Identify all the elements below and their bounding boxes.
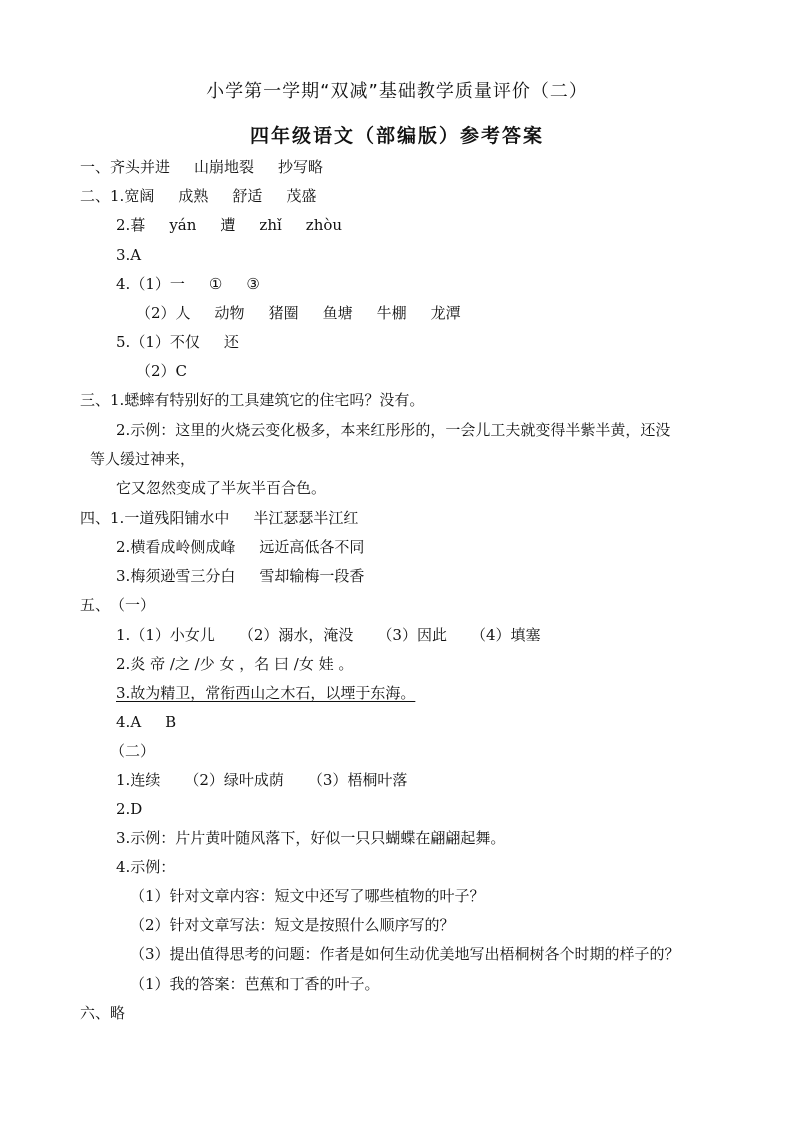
section-2-q2 [116,215,342,235]
section-5-p2-q4-1: （1）针对文章内容：短文中还写了哪些植物的叶子？ [130,887,485,905]
question-number: 3. [116,567,131,585]
section-2-q5-1 [116,332,239,352]
answer: （1）小女儿 [130,626,215,644]
question-number: 5. [116,333,131,351]
section-4-q1 [80,508,358,528]
section-3-q2-cont: 等人缓过神来， [90,450,196,468]
answer: zhǐ [259,216,282,234]
section-2-q4-1 [116,274,260,294]
section-5-p2-q4-3: （3）提出值得思考的问题：作者是如何生动优美地写出梧桐树各个时期的样子的？ [130,945,680,963]
section-5-p2-q1 [116,770,407,790]
question-number: 1. [110,509,125,527]
section-3-q2: 2.示例：这里的火烧云变化极多，本来红彤彤的，一会儿工夫就变得半紫半黄，还没 [116,421,671,439]
section-5-p1-q2: 2.炎 帝 /之 /少 女 ，名 曰 /女 娃 。 [116,655,354,673]
answer: 龙潭 [430,304,461,322]
answer: （4）填塞 [470,626,541,644]
section-5-part2: （二） [110,742,156,760]
document-subtitle: 四年级语文（部编版）参考答案 [249,125,544,147]
answer: （1）一 [130,275,185,293]
answer: 略 [110,1004,126,1022]
answer: 横看成岭侧成峰 [130,538,236,556]
answer: 梅须逊雪三分白 [130,567,236,585]
answer: 雪却输梅一段香 [259,567,365,585]
answer: 齐头并进 [110,158,171,176]
answer: 连续 [130,771,161,789]
section-5-p2-q4: 4.示例： [116,858,176,876]
answer: （2）绿叶成荫 [184,771,284,789]
answer: （2）溺水，淹没 [238,626,354,644]
question-number: 1. [110,187,125,205]
part-label: （一） [110,596,156,614]
section-label: 五、 [80,596,111,614]
answer: 茂盛 [286,187,317,205]
section-5-p2-q3: 3.示例：片片黄叶随风落下，好似一只只蝴蝶在翩翩起舞。 [116,829,506,847]
answer: B [165,713,177,731]
answer: （3）梧桐叶落 [307,771,408,789]
document-title: 小学第一学期“双减”基础教学质量评价（二） [206,81,588,102]
answer: 暮 [130,216,146,234]
section-label: 一、 [80,158,111,176]
section-label: 六、 [80,1004,111,1022]
question-number: 4. [116,713,131,731]
answer: zhòu [305,216,343,234]
answer: 半江瑟瑟半江红 [253,509,359,527]
answer: 还 [223,333,239,351]
section-5-p2-q4-2: （2）针对文章写法：短文是按照什么顺序写的？ [130,916,455,934]
answer: 舒适 [232,187,263,205]
answer: （1）不仅 [130,333,200,351]
answer: 牛棚 [376,304,407,322]
section-5-part1 [80,595,155,615]
question-number: 4. [116,275,131,293]
answer: 遭 [220,216,236,234]
section-5-p1-q1 [116,625,541,645]
answer: 宽阔 [124,187,155,205]
section-3-q1 [80,390,424,410]
section-5-p2-q4-4: （1）我的答案：芭蕉和丁香的叶子。 [130,975,380,993]
section-label: 四、 [80,509,111,527]
section-3-q2-cont: 它又忽然变成了半灰半百合色。 [116,479,327,497]
question-number: 1. [116,626,131,644]
answer: 抄写略 [278,158,324,176]
answer: ① [208,275,223,293]
answer: （2）人 [136,304,191,322]
section-5-p1-q4 [116,712,176,732]
answer: 猪圈 [268,304,299,322]
section-2-q1 [80,186,316,206]
answer: 一道残阳铺水中 [124,509,230,527]
section-2-q5-2: （2）C [136,362,188,380]
answer: yán [169,216,197,234]
section-6 [80,1003,125,1023]
section-2-q4-2 [136,303,461,323]
section-4-q3 [116,566,364,586]
answer: （3）因此 [377,626,447,644]
question-number: 2. [116,216,131,234]
answer: 远近高低各不同 [259,538,365,556]
answer: 成熟 [178,187,209,205]
question-number: 2. [116,538,131,556]
section-4-q2 [116,537,364,557]
section-label: 三、 [80,391,111,409]
section-2-q3: 3.A [116,246,142,264]
answer: ③ [246,275,260,293]
section-5-p1-q3: 3.故为精卫，常衔西山之木石，以堙于东海。 [116,684,416,702]
section-label: 二、 [80,187,111,205]
section-5-p2-q2: 2.D [116,800,143,818]
answer: 山崩地裂 [194,158,255,176]
answer: 鱼塘 [322,304,353,322]
answer: 1.蟋蟀有特别好的工具建筑它的住宅吗？没有。 [110,391,425,409]
section-1 [80,157,323,177]
question-number: 1. [116,771,131,789]
answer: A [130,713,142,731]
answer: 动物 [214,304,245,322]
